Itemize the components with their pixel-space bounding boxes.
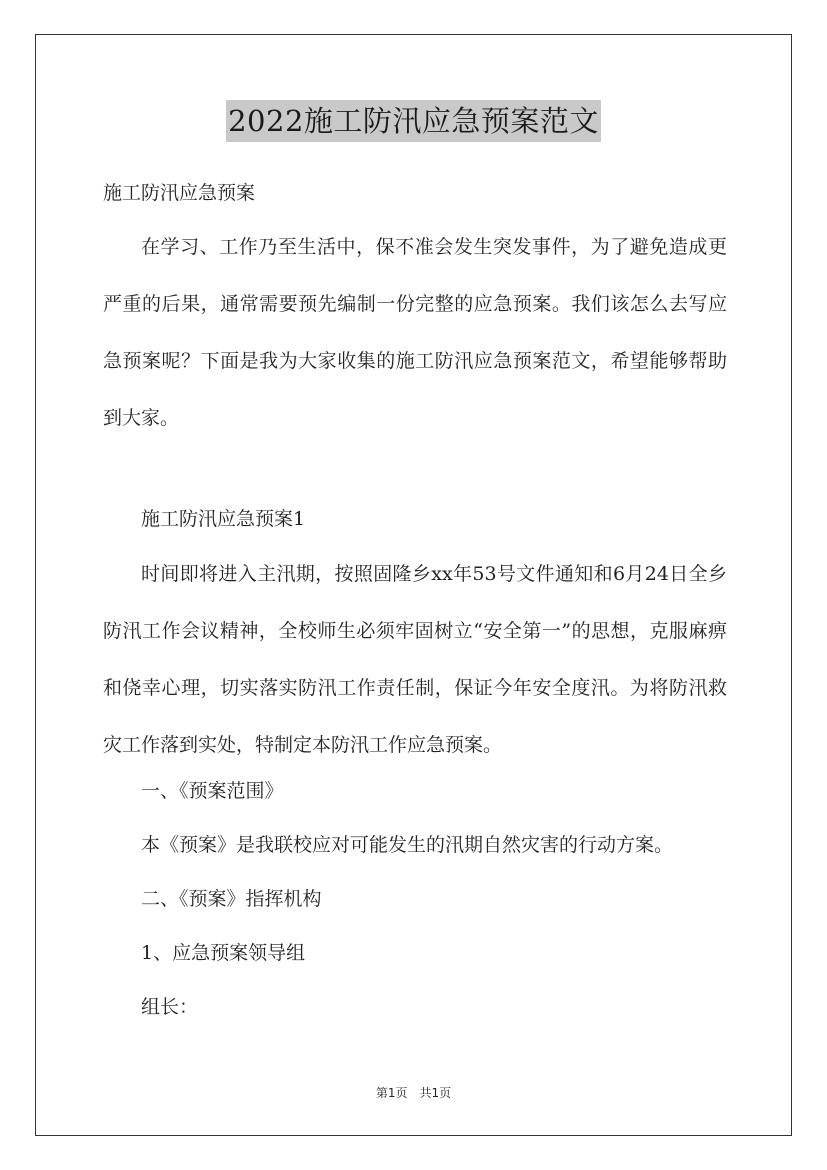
intro-paragraph: 在学习、工作乃至生活中，保不准会发生突发事件，为了避免造成更严重的后果，通常需要预先编制一份完整的应急预案。我们该怎么去写应急预案呢？下面是我为大家收集的施工防汛应急预案范文，希望能够帮助到大家。 bbox=[103, 236, 727, 429]
document-subtitle: 施工防汛应急预案 bbox=[103, 182, 256, 204]
leader-label: 组长： bbox=[141, 996, 199, 1018]
item1-text: 本《预案》是我联校应对可能发生的汛期自然灾害的行动方案。 bbox=[141, 834, 674, 856]
item2-subheading: 1、应急预案领导组 bbox=[141, 942, 306, 964]
page-footer: 第1页 共1页 bbox=[375, 1086, 452, 1100]
body-paragraph: 时间即将进入主汛期，按照固隆乡xx年53号文件通知和6月24日全乡防汛工作会议精神，全校师生必须牢固树立“安全第一”的思想，克服麻痹和侥幸心理，切实落实防汛工作责任制，保证今年安全度汛。为将防汛救灾工作落到实处，特制定本防汛工作应急预案。 bbox=[103, 563, 727, 756]
item1-heading: 一、《预案范围》 bbox=[141, 780, 284, 802]
item2-heading: 二、《预案》指挥机构 bbox=[141, 888, 322, 910]
title-wrap bbox=[0, 100, 827, 142]
section-heading: 施工防汛应急预案1 bbox=[141, 508, 306, 530]
document-title: 2022施工防汛应急预案范文 bbox=[226, 100, 601, 142]
